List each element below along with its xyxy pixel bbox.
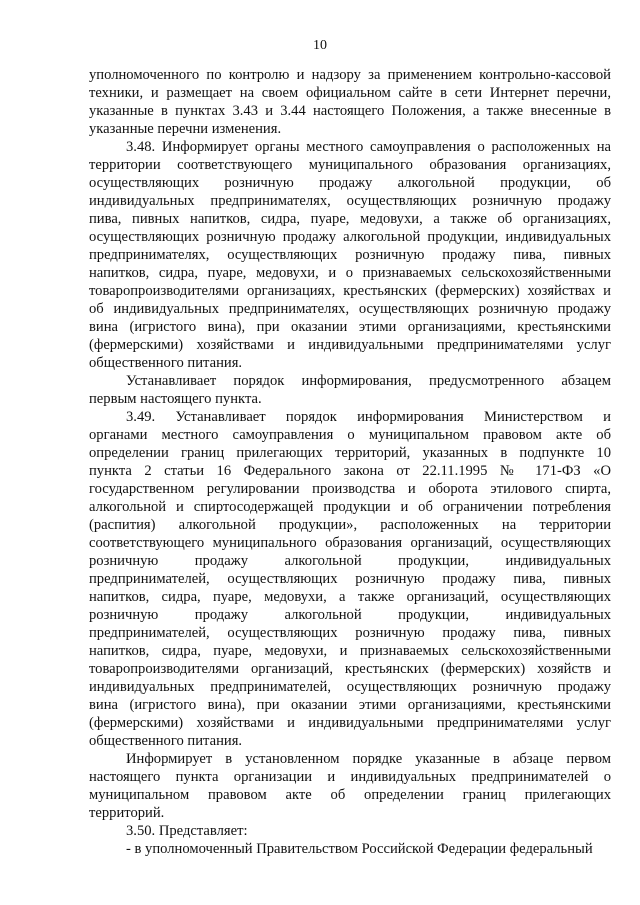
text-line: розничную продажу алкогольной продукции, индивидуальных bbox=[89, 553, 611, 569]
text-line: индивидуальных предпринимателей, осуществляющих розничную продажу bbox=[89, 679, 611, 695]
paragraph bbox=[89, 750, 611, 822]
text-line: уполномоченного по контролю и надзору за применением контрольно-кассовой bbox=[89, 67, 611, 83]
text-line: органами местного самоуправления о муниципальном правовом акте об bbox=[89, 427, 611, 443]
paragraph bbox=[89, 408, 611, 750]
paragraph bbox=[89, 66, 611, 138]
paragraph bbox=[89, 840, 611, 858]
text-line: (фермерскими) хозяйствами и индивидуальными предпринимателями услуг bbox=[89, 715, 611, 731]
text-line: вина (игристого вина), при оказании этими организациями, крестьянскими bbox=[89, 697, 611, 713]
text-line: первым настоящего пункта. bbox=[89, 391, 262, 407]
paragraph bbox=[89, 372, 611, 408]
text-line: 3.50. Представляет: bbox=[126, 823, 248, 839]
text-line: товаропроизводителями организациях, крестьянских (фермерских) хозяйствах и bbox=[89, 283, 611, 299]
text-line: Информирует в установленном порядке указанные в абзаце первом bbox=[126, 751, 611, 767]
text-line: государственном регулировании производства и оборота этилового спирта, bbox=[89, 481, 611, 497]
text-line: предпринимателей, осуществляющих розничную продажу пива, пивных bbox=[89, 625, 611, 641]
text-line: территории соответствующего муниципального образования организациях, bbox=[89, 157, 611, 173]
text-line: индивидуальных предпринимателях, осуществляющих розничную продажу bbox=[89, 193, 611, 209]
text-line: соответствующего муниципального образования организаций, осуществляющих bbox=[89, 535, 611, 551]
text-line: предпринимателях, осуществляющих розничную продажу пива, пивных bbox=[89, 247, 611, 263]
text-line: Устанавливает порядок информирования, предусмотренного абзацем bbox=[126, 373, 611, 389]
text-line: алкогольной и спиртосодержащей продукции и об ограничении потребления bbox=[89, 499, 611, 515]
text-line: об индивидуальных предпринимателях, осуществляющих розничную продажу bbox=[89, 301, 611, 317]
text-line: 3.48. Информирует органы местного самоуправления о расположенных на bbox=[126, 139, 611, 155]
paragraph bbox=[89, 138, 611, 372]
text-line: (фермерскими) хозяйствами и индивидуальными предпринимателями услуг bbox=[89, 337, 611, 353]
text-line: общественного питания. bbox=[89, 733, 243, 749]
text-line: указанные перечни изменения. bbox=[89, 121, 282, 137]
text-line: предпринимателей, осуществляющих розничную продажу пива, пивных bbox=[89, 571, 611, 587]
text-line: территорий. bbox=[89, 805, 165, 821]
text-line: осуществляющих розничную продажу алкогольной продукции, об bbox=[89, 175, 611, 191]
text-line: определении границ прилегающих территорий, указанных в подпункте 10 bbox=[89, 445, 611, 461]
text-line: указанные в пунктах 3.43 и 3.44 настоящего Положения, а также внесенные в bbox=[89, 103, 611, 119]
text-line: напитков, сидра, пуаре, медовухи, а также организаций, осуществляющих bbox=[89, 589, 611, 605]
text-line: настоящего пункта организации и индивидуальных предпринимателей о bbox=[89, 769, 611, 785]
text-line: - в уполномоченный Правительством Российской Федерации федеральный bbox=[126, 841, 593, 857]
page-number: 10 bbox=[313, 38, 327, 53]
text-line: розничную продажу алкогольной продукции, индивидуальных bbox=[89, 607, 611, 623]
text-line: товаропроизводителями организаций, крестьянских (фермерских) хозяйств и bbox=[89, 661, 611, 677]
text-line: общественного питания. bbox=[89, 355, 243, 371]
document-body bbox=[89, 66, 611, 858]
text-line: (распития) алкогольной продукции», расположенных на территории bbox=[89, 517, 611, 533]
text-line: напитков, сидра, пуаре, медовухи, и о признаваемых сельскохозяйственными bbox=[89, 265, 611, 281]
text-line: пива, пивных напитков, сидра, пуаре, медовухи, а также об организациях, bbox=[89, 211, 611, 227]
text-line: техники, и размещает на своем официальном сайте в сети Интернет перечни, bbox=[89, 85, 611, 101]
text-line: пункта 2 статьи 16 Федерального закона от 22.11.1995 № 171-ФЗ «О bbox=[89, 463, 611, 479]
paragraph bbox=[89, 822, 611, 840]
text-line: осуществляющих розничную продажу алкогольной продукции, индивидуальных bbox=[89, 229, 611, 245]
text-line: напитков, сидра, пуаре, медовухи, и признаваемых сельскохозяйственными bbox=[89, 643, 611, 659]
text-line: вина (игристого вина), при оказании этими организациями, крестьянскими bbox=[89, 319, 611, 335]
text-line: 3.49. Устанавливает порядок информирования Министерством и bbox=[126, 409, 611, 425]
text-line: муниципальном правовом акте об определении границ прилегающих bbox=[89, 787, 611, 803]
